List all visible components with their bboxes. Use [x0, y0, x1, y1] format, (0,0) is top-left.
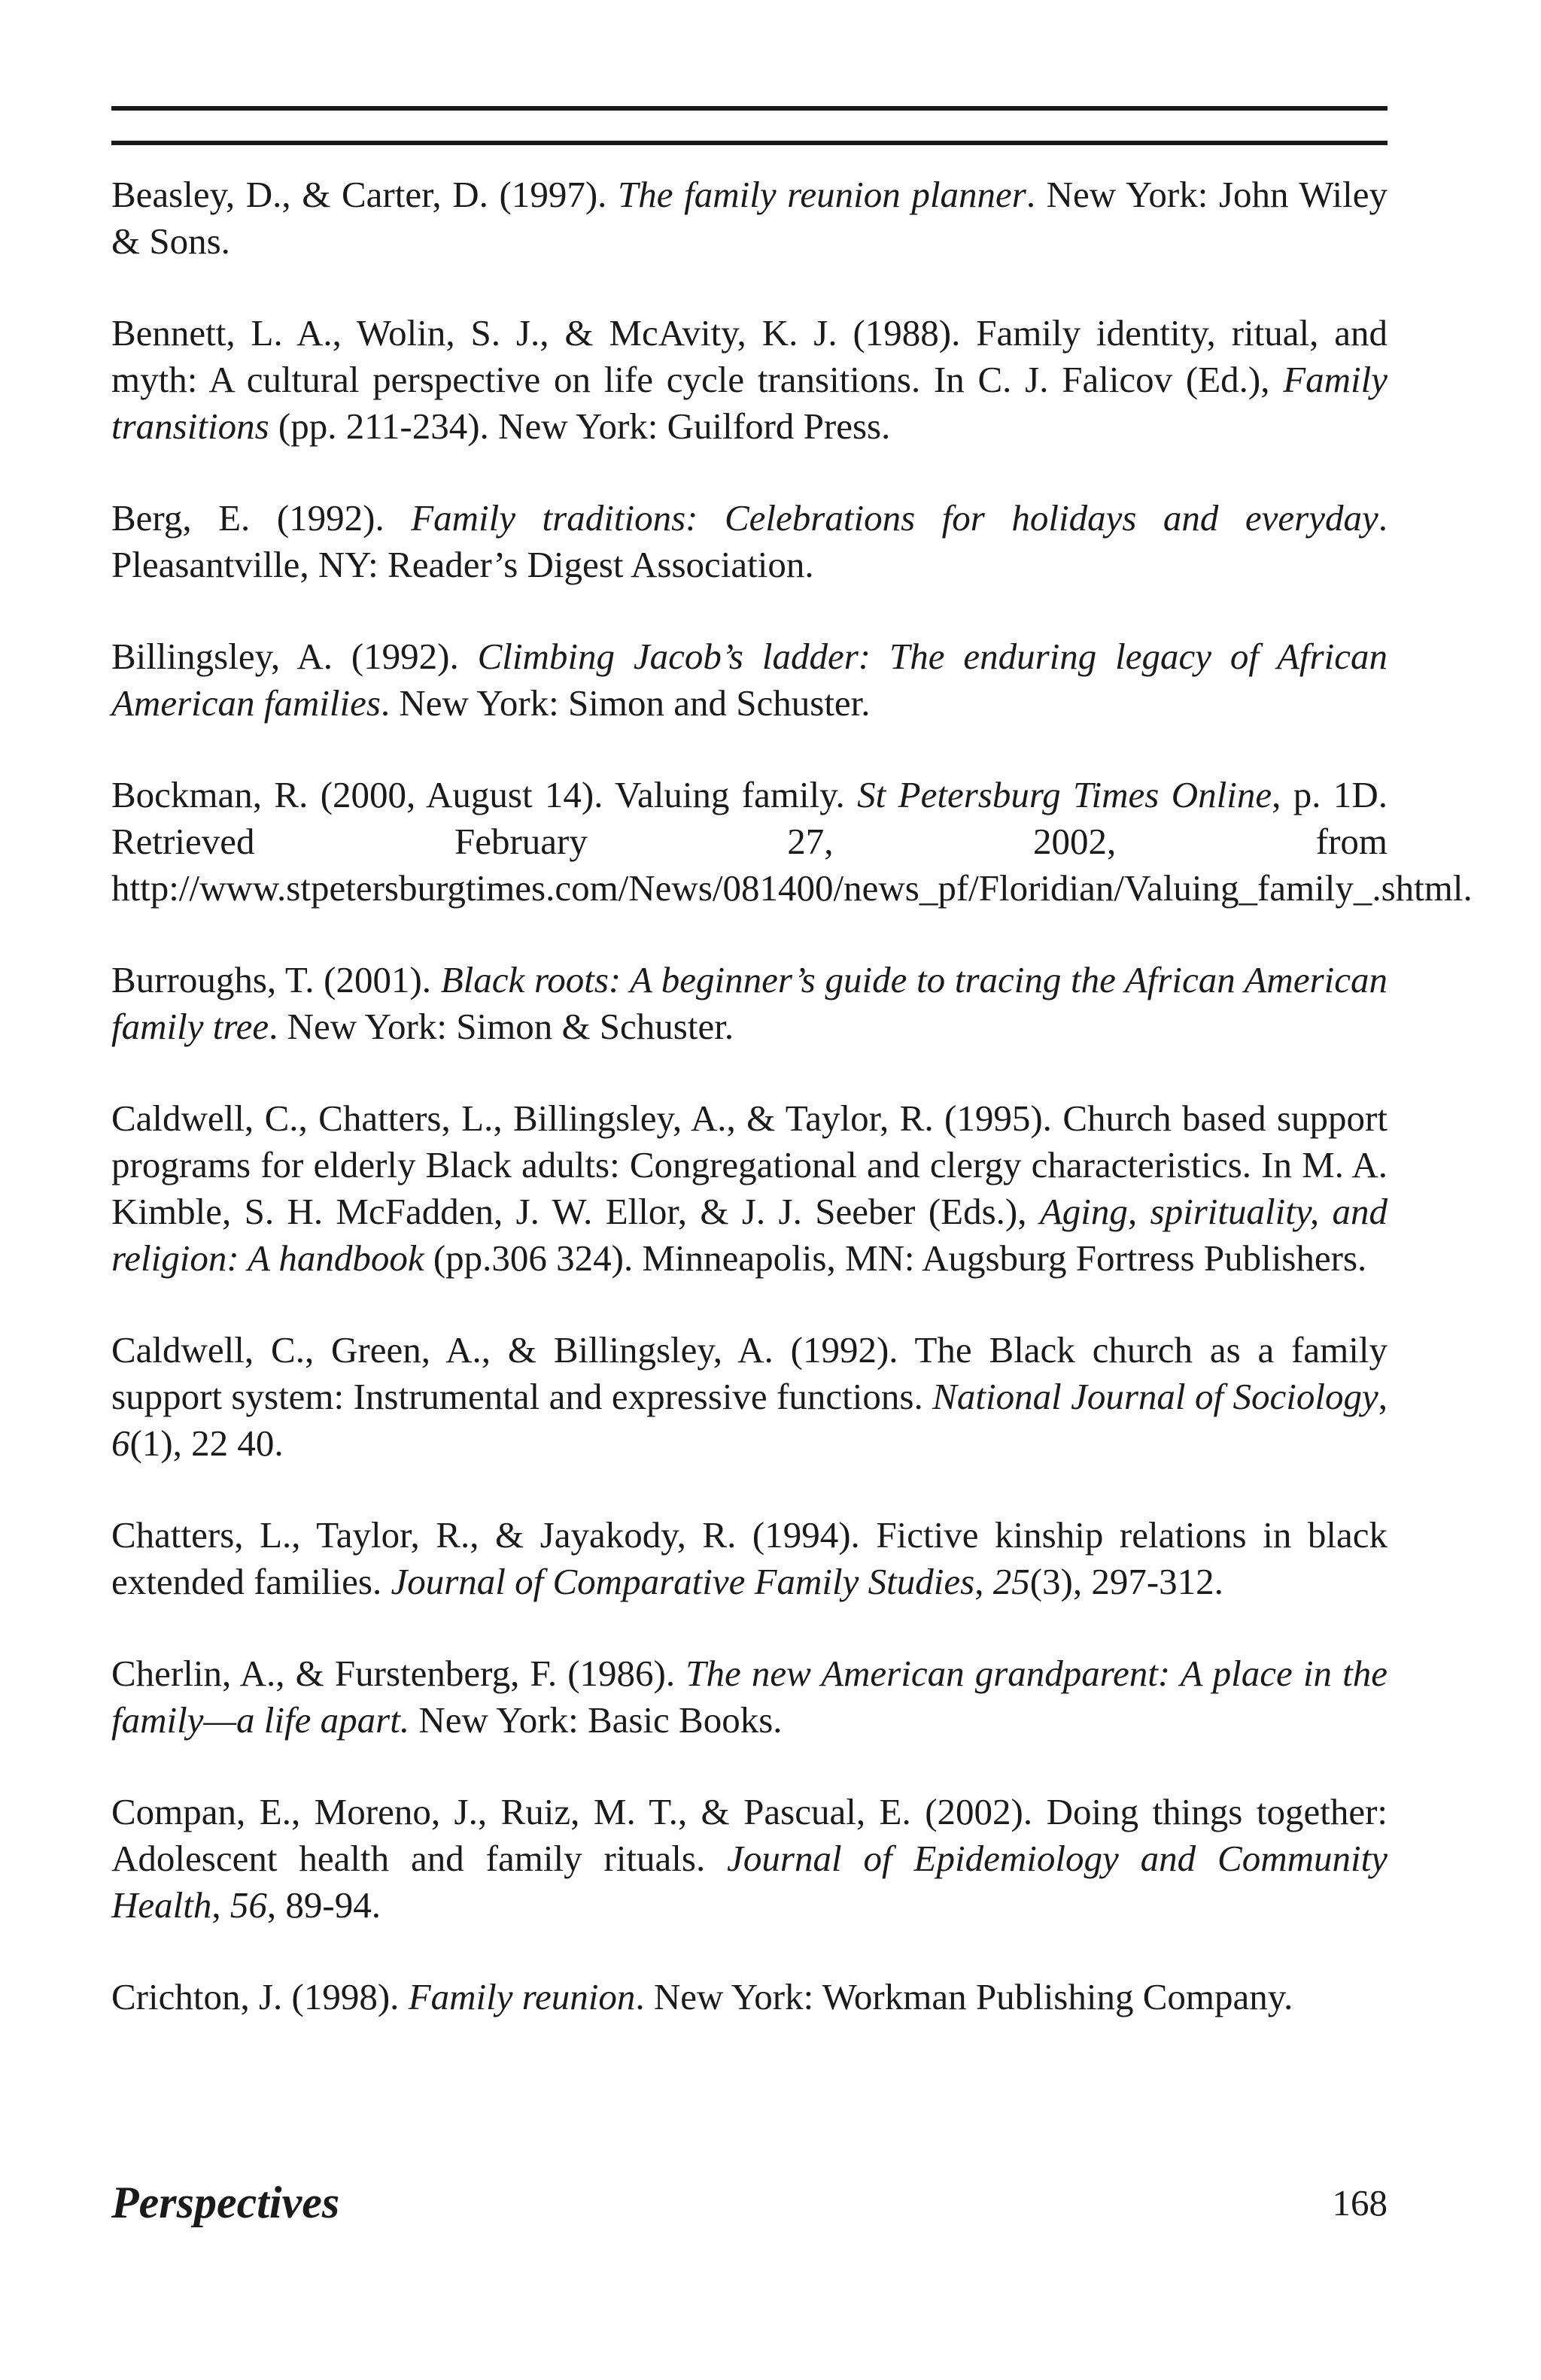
- reference-entry: [111, 633, 1388, 727]
- ref-title: Climbing Jacob’s ladder: The enduring legacy of African American families: [111, 636, 1388, 724]
- ref-title: The new American grandparent: A place in the family—a life apart.: [111, 1653, 1388, 1741]
- ref-text: Crichton, J. (1998).: [111, 1976, 409, 2017]
- ref-text: Billingsley, A. (1992).: [111, 636, 478, 677]
- ref-text: Compan, E., Moreno, J., Ruiz, M. T., & Pascual, E. (2002). Doing things together: Adolescent health and family rituals.: [111, 1791, 1388, 1879]
- ref-volume: 56: [229, 1884, 267, 1926]
- ref-text: Caldwell, C., Green, A., & Billingsley, A. (1992). The Black church as a family support system: Instrumental and expressive functions.: [111, 1329, 1388, 1417]
- ref-text: ,: [974, 1561, 993, 1602]
- reference-entry: [111, 1650, 1388, 1744]
- reference-entry: [111, 310, 1388, 450]
- top-rule: [111, 106, 1388, 111]
- ref-text: New York: Basic Books.: [409, 1699, 783, 1741]
- reference-entry: [111, 772, 1473, 912]
- ref-text: . New York: Workman Publishing Company.: [635, 1976, 1293, 2017]
- ref-text: Bennett, L. A., Wolin, S. J., & McAvity, K. J. (1988). Family identity, ritual, and myth: A cultural perspective on life cycle transitions. In C. J. Falicov (Ed.),: [111, 312, 1388, 400]
- page-number: 168: [1332, 2182, 1388, 2224]
- ref-text: Chatters, L., Taylor, R., & Jayakody, R. (1994). Fictive kinship relations in black extended families.: [111, 1514, 1388, 1602]
- reference-entry: [111, 172, 1388, 265]
- ref-text: (1), 22 40.: [129, 1422, 284, 1464]
- ref-text: Caldwell, C., Chatters, L., Billingsley, A., & Taylor, R. (1995). Church based support programs for elderly Black adults: Congregational and clergy characteristics. In M. A. Kimble, S. H. McFadden, J. W. Ellor, & J. J. Seeber (Eds.),: [111, 1097, 1388, 1232]
- ref-text: Burroughs, T. (2001).: [111, 959, 441, 1000]
- ref-title: St Petersburg Times Online: [857, 774, 1272, 815]
- reference-list: [111, 172, 1473, 2066]
- reference-entry: [111, 1095, 1388, 1282]
- ref-title: Family traditions: Celebrations for holidays and everyday: [411, 497, 1378, 539]
- ref-text: Bockman, R. (2000, August 14). Valuing family.: [111, 774, 858, 815]
- reference-entry: [111, 957, 1388, 1050]
- ref-title: Journal of Comparative Family Studies: [391, 1561, 975, 1602]
- ref-text: . New York: Simon & Schuster.: [269, 1006, 734, 1047]
- ref-text: ,: [211, 1884, 230, 1926]
- ref-text: . New York: Simon and Schuster.: [380, 682, 871, 724]
- ref-text: Berg, E. (1992).: [111, 497, 412, 539]
- ref-title: The family reunion planner: [618, 174, 1026, 215]
- ref-volume: 6: [111, 1422, 130, 1464]
- ref-title: National Journal of Sociology: [932, 1376, 1378, 1417]
- reference-entry: [111, 1512, 1388, 1605]
- ref-text: (pp.306 324). Minneapolis, MN: Augsburg Fortress Publishers.: [424, 1237, 1367, 1279]
- ref-title: Family transitions: [111, 359, 1388, 447]
- ref-title: Black roots: A beginner’s guide to tracing the African American family tree: [111, 959, 1388, 1047]
- ref-text: (pp. 211-234). New York: Guilford Press.: [269, 405, 891, 447]
- ref-text: . New York: John Wiley & Sons.: [111, 174, 1388, 262]
- ref-volume: 25: [992, 1561, 1030, 1602]
- ref-title: Journal of Epidemiology and Community Health: [111, 1838, 1388, 1926]
- ref-text: . Pleasantville, NY: Reader’s Digest Association.: [111, 497, 1388, 585]
- ref-text: ,: [1378, 1376, 1388, 1417]
- footer-journal-title: Perspectives: [111, 2178, 340, 2227]
- ref-text: Beasley, D., & Carter, D. (1997).: [111, 174, 618, 215]
- reference-entry: [111, 1327, 1388, 1467]
- ref-text: , p. 1D. Retrieved February 27, 2002, from http://www.stpetersburgtimes.com/News/081400/news_pf/Floridian/Valuing_family_.shtml.: [111, 774, 1473, 909]
- reference-entry: [111, 495, 1388, 588]
- ref-text: (3), 297-312.: [1029, 1561, 1223, 1602]
- ref-text: Cherlin, A., & Furstenberg, F. (1986).: [111, 1653, 686, 1694]
- ref-title: Aging, spirituality, and religion: A handbook: [111, 1191, 1388, 1279]
- reference-entry: [111, 1974, 1388, 2020]
- reference-entry: [111, 1789, 1388, 1929]
- second-rule: [111, 141, 1388, 145]
- ref-text: , 89-94.: [266, 1884, 381, 1926]
- ref-title: Family reunion: [408, 1976, 636, 2017]
